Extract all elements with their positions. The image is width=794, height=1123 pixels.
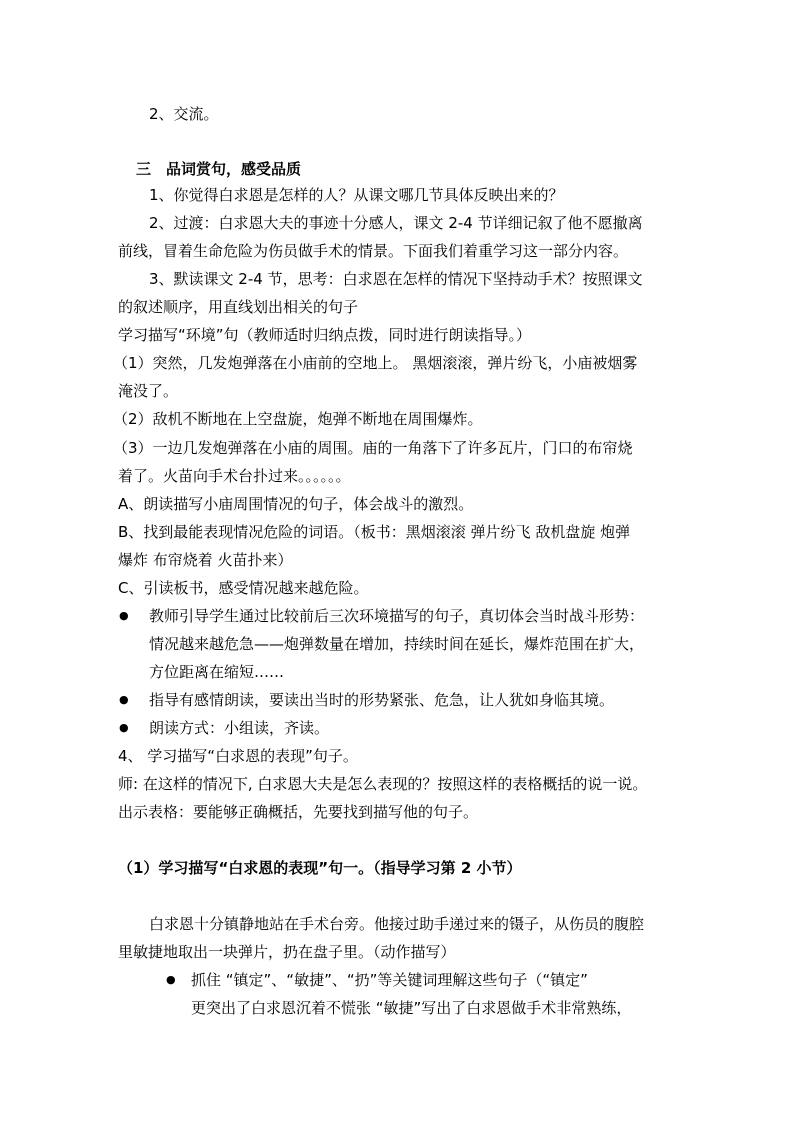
bullet-text: 朗读方式：小组读，齐读。 [149,719,330,737]
section-heading: 三 品词赏句，感受品质 [136,160,302,178]
bullet-icon: ● [119,721,129,734]
text-line: 着了。火苗向手术台扑过来。。。。。。 [118,467,351,485]
text-line: 1、你觉得白求恩是怎样的人？从课文哪几节具体反映出来的？ [149,186,564,204]
text-line: 2、过渡：白求恩大夫的事迹十分感人，课文 2-4 节详细记叙了他不愿撤离 [149,214,643,232]
text-line: C、引读板书，感受情况越来越危险。 [118,579,369,597]
text-line: 学习描写“环境”句（教师适时归纳点拨，同时进行朗读指导。） [118,326,532,344]
text-line: 的叙述顺序，用直线划出相关的句子 [118,298,359,316]
text-line: 淹没了。 [118,382,179,400]
subsection-heading: （1）学习描写“白求恩的表现”句一。（指导学习第 2 小节） [118,859,522,877]
text-line: （2）敌机不断地在上空盘旋，炮弹不断地在周围爆炸。 [113,410,483,428]
text-line: 方位距离在缩短…… [149,663,285,681]
text-line: 出示表格：要能够正确概括，先要找到描写他的句子。 [118,803,479,821]
text-line: 4、 学习描写“白求恩的表现”句子。 [118,747,358,765]
text-line: 情况越来越危急——炮弹数量在增加，持续时间在延长，爆炸范围在扩大， [149,635,645,653]
bullet-text: 指导有感情朗读，要读出当时的形势紧张、危急，让人犹如身临其境。 [149,691,615,709]
text-line: 里敏捷地取出一块弹片，扔在盘子里。（动作描写） [118,943,456,961]
bullet-text: 教师引导学生通过比较前后三次环境描写的句子，真切体会当时战斗形势： [149,607,645,625]
text-line: 师: 在这样的情况下, 白求恩大夫是怎么表现的？按照这样的表格概括的说一说。 [118,775,648,793]
bullet-text: 抓住 “镇定”、“敏捷”、“扔”等关键词理解这些句子（“镇定” [191,971,588,989]
text-line: 白求恩十分镇静地站在手术台旁。他接过助手递过来的镊子，从伤员的腹腔 [149,915,645,933]
bullet-icon: ● [166,973,176,986]
text-line: 3、默读课文 2-4 节，思考：白求恩在怎样的情况下坚持动手术？按照课文 [149,270,643,288]
text-line: （3）一边几发炮弹落在小庙的周围。庙的一角落下了许多瓦片，门口的布帘烧 [113,439,633,457]
bullet-icon: ● [119,609,129,622]
text-line: 2、交流。 [149,105,219,123]
bullet-icon: ● [119,693,129,706]
text-line: B、找到最能表现情况危险的词语。（板书：黑烟滚滚 弹片纷飞 敌机盘旋 炮弹 [118,523,631,541]
text-line: A、朗读描写小庙周围情况的句子，体会战斗的激烈。 [118,495,474,513]
text-line: 更突出了白求恩沉着不慌张 “敏捷”写出了白求恩做手术非常熟练， [191,999,632,1017]
text-line: 前线，冒着生命危险为伤员做手术的情景。下面我们着重学习这一部分内容。 [118,242,629,260]
text-line: 爆炸 布帘烧着 火苗扑来） [118,551,293,569]
text-line: （1）突然，几发炮弹落在小庙前的空地上。 黑烟滚滚，弹片纷飞，小庙被烟雾 [113,354,638,372]
